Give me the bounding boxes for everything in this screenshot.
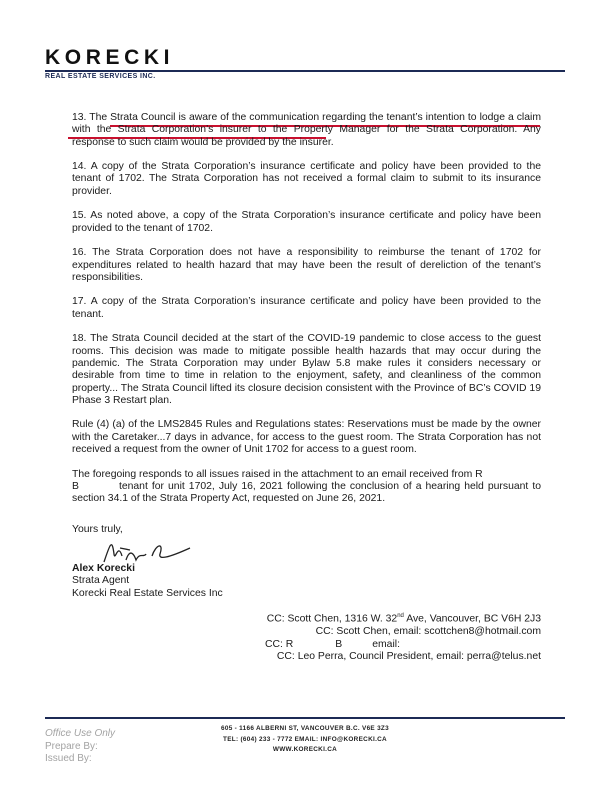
closing-part-c: tenant for unit 1702, July 16, 2021 following the conclusion of a hearing held pursuant to section 34.1 of the Strata Property Act, requested on June 26, 2021.	[72, 480, 541, 505]
footer-address: 605 - 1166 ALBERNI ST, VANCOUVER B.C. V6E 3Z3	[221, 725, 389, 732]
office-use-block	[45, 728, 115, 766]
cc-line-3-b: B	[335, 638, 343, 650]
office-use-label: Office Use Only	[45, 728, 116, 739]
issued-by-label: Issued By:	[45, 753, 92, 764]
cc-list	[200, 610, 541, 664]
signature-block	[72, 563, 223, 600]
rule-paragraph: Rule (4) (a) of the LMS2845 Rules and Regulations states: Reservations must be made by the owner with the Caretaker...7 days in advance, for access to the guest room. The Strata Corporation has not received a request from the owner of Unit 1702 for access to a guest room.	[72, 419, 541, 456]
cc-line-1-sup: nd	[397, 613, 404, 619]
footer-rule	[45, 717, 565, 719]
item-18: 18. The Strata Council decided at the start of the COVID-19 pandemic to close access to the guest rooms. This decision was made to mitigate possible health hazards that may occur during the pandemic. The Strata Corporation may under Bylaw 5.8 make rules it considers necessary or desirable from time to time in relation to the enjoyment, safety, and cleanliness of the common property... The Strata Council lifted its closure decision consistent with the Province of BC’s COVID 19 Phase 3 Restart plan.	[72, 333, 541, 406]
closing-part-a: The foregoing responds to all issues raised in the attachment to an email received from R	[72, 468, 483, 480]
closing-part-b: B	[72, 480, 79, 492]
item-13	[72, 112, 541, 149]
prepare-by-label: Prepare By:	[45, 740, 98, 752]
logo-tagline: REAL ESTATE SERVICES INC.	[45, 73, 156, 80]
cc-line-3	[200, 639, 541, 652]
item-13-prefix: 13. The	[72, 112, 111, 123]
signer-company: Korecki Real Estate Services Inc	[72, 587, 223, 599]
footer-address-block	[195, 724, 415, 756]
signer-title: Strata Agent	[72, 575, 130, 587]
salutation: Yours truly,	[72, 524, 123, 535]
item-15: 15. As noted above, a copy of the Strata Corporation’s insurance certificate and policy have been provided to the tenant of 1702.	[72, 210, 541, 234]
cc-line-1	[200, 610, 541, 626]
item-13-suffix: to the Property Manager for the Strata Corporation. Any response to such claim would be provided by the insurer.	[72, 124, 541, 148]
cc-line-1-a: CC: Scott Chen, 1316 W. 32	[266, 613, 398, 625]
company-logo	[45, 48, 174, 68]
item-17: 17. A copy of the Strata Corporation’s insurance certificate and policy have been provided to the tenant.	[72, 296, 541, 320]
item-13-highlighted: Strata Council is aware of the communication regarding the tenant’s intention to lodge a claim with the Strata Corporation’s insurer	[72, 112, 541, 136]
cc-line-1-b: Ave, Vancouver, BC V6H 2J3	[403, 613, 541, 625]
item-14: 14. A copy of the Strata Corporation’s insurance certificate and policy have been provided to the tenant of 1702. The Strata Corporation has not received a formal claim to submit to its insurance provider.	[72, 161, 541, 197]
closing-paragraph	[72, 469, 541, 506]
cc-line-4: CC: Leo Perra, Council President, email: perra@telus.net	[276, 651, 541, 663]
header-rule	[45, 70, 565, 72]
item-16: 16. The Strata Corporation does not have a responsibility to reimburse the tenant of 1702 for expenditures related to health hazard that may have been the result of dereliction of the tenant’s responsibilities.	[72, 247, 541, 283]
cc-line-3-a: CC: R	[265, 638, 294, 650]
cc-line-3-c: email:	[372, 638, 400, 650]
cc-line-2: CC: Scott Chen, email: scottchen8@hotmail.com	[315, 626, 541, 638]
footer-contact: TEL: (604) 233 - 7772 EMAIL: INFO@KORECKI.CA	[223, 735, 387, 743]
letter-body	[72, 112, 541, 518]
signer-name: Alex Korecki	[72, 563, 135, 574]
footer-web: WWW.KORECKI.CA	[272, 746, 338, 753]
logo-company-name: KORECKI	[45, 46, 175, 69]
